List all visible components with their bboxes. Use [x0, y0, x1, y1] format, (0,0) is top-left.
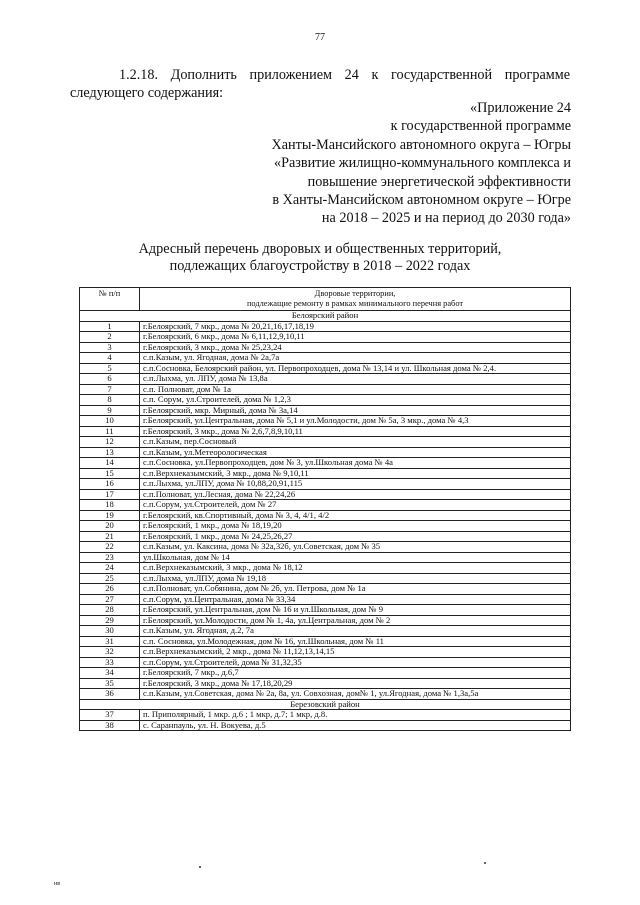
table-row [80, 542, 571, 553]
row-number: 30 [80, 626, 140, 637]
table-row [80, 479, 571, 490]
row-address: с.п.Сорум, ул.Центральная, дома № 33,34 [140, 594, 571, 605]
table-row [80, 584, 571, 595]
row-address: с.п.Сосновка, ул.Первопроходцев, дом № 3, ул.Школьная дома № 4а [140, 458, 571, 469]
row-address: с.п.Казым, ул.Советская, дома № 2а, 8а, ул. Совхозная, дом№ 1, ул.Ягодная, дома № 1,3а,5а [140, 689, 571, 700]
row-address: с.п.Верхнеказымский, 3 мкр., дома № 9,10,11 [140, 468, 571, 479]
page-number: 77 [315, 32, 325, 43]
appendix-line: «Приложение 24 [470, 100, 571, 116]
header-description-line: подлежащие ремонту в рамках минимального перечня работ [246, 299, 464, 308]
appendix-line: «Развитие жилищно-коммунального комплекса и [273, 155, 571, 172]
row-address: г.Белоярский, ул.Центральная, дома № 5,1 и ул.Молодости, дом № 5а, 3 мкр., дома № 4,3 [140, 416, 571, 427]
row-number: 37 [80, 710, 140, 721]
table-row [80, 489, 571, 500]
row-address: г.Белоярский, 3 мкр., дома № 2,6,7,8,9,10,11 [140, 426, 571, 437]
table-row [80, 563, 571, 574]
row-address: с.п.Полноват, ул.Лесная, дома № 22,24,26 [140, 489, 571, 500]
row-address: с.п.Казым, ул. Каксина, дома № 32а,32б, ул.Советская, дом № 35 [140, 542, 571, 553]
table-row [80, 647, 571, 658]
table-row [80, 689, 571, 700]
row-number: 9 [80, 405, 140, 416]
row-number: 6 [80, 374, 140, 385]
table-row [80, 668, 571, 679]
address-table [79, 287, 571, 731]
table-row [80, 374, 571, 385]
table-row [80, 636, 571, 647]
row-number: 35 [80, 678, 140, 689]
table-row [80, 384, 571, 395]
row-number: 33 [80, 657, 140, 668]
row-address: г.Белоярский, кв.Спортивный, дома № 3, 4, 4/1, 4/2 [140, 510, 571, 521]
row-number: 34 [80, 668, 140, 679]
table-row [80, 447, 571, 458]
row-number: 32 [80, 647, 140, 658]
row-address: с.п.Казым, пер.Сосновый [140, 437, 571, 448]
table-row [80, 521, 571, 532]
table-row [80, 594, 571, 605]
row-number: 20 [80, 521, 140, 532]
header-number: № п/п [80, 288, 140, 311]
row-address: г.Белоярский, мкр. Мирный, дома № 3а,14 [140, 405, 571, 416]
row-number: 23 [80, 552, 140, 563]
table-row [80, 321, 571, 332]
heading-line: Адресный перечень дворовых и общественных территорий, [138, 241, 502, 257]
table-row [80, 500, 571, 511]
header-description-line: Дворовые территории, [314, 289, 396, 298]
row-number: 7 [80, 384, 140, 395]
table-row [80, 531, 571, 542]
district-row [80, 699, 571, 710]
table-row [80, 605, 571, 616]
table-body [80, 311, 571, 731]
table-row [80, 626, 571, 637]
table-row [80, 363, 571, 374]
row-number: 22 [80, 542, 140, 553]
row-address: с.п.Казым, ул.Метеорологическая [140, 447, 571, 458]
appendix-line: на 2018 – 2025 и на период до 2030 года» [321, 210, 571, 227]
appendix-line: Ханты-Мансийского автономного округа – Югры [271, 136, 571, 153]
row-address: п. Приполярный, 1 мкр. д.6 ; 1 мкр, д.7; 1 мкр, д.8. [140, 710, 571, 721]
district-row [80, 311, 571, 322]
row-address: с.п.Сорум, ул.Строителей, дома № 31,32,35 [140, 657, 571, 668]
row-address: с.п.Лыхма, ул.ЛПУ, дома № 10,88,20,91,115 [140, 479, 571, 490]
scan-speck [199, 866, 201, 868]
table-row [80, 342, 571, 353]
row-number: 17 [80, 489, 140, 500]
table-row [80, 458, 571, 469]
district-name: Белоярский район [80, 311, 571, 322]
row-address: с.п.Сорум, ул.Строителей, дом № 27 [140, 500, 571, 511]
row-address: г.Белоярский, ул.Молодости, дом № 1, 4а, ул.Центральная, дом № 2 [140, 615, 571, 626]
row-address: г.Белоярский, 6 мкр., дома № 6,11,12,9,10,11 [140, 332, 571, 343]
table-row [80, 426, 571, 437]
row-address: с.п. Сосновка, ул.Молодежная, дом № 16, ул.Школьная, дом № 11 [140, 636, 571, 647]
row-address: с.п.Верхнеказымский, 3 мкр., дома № 18,12 [140, 563, 571, 574]
row-number: 19 [80, 510, 140, 521]
row-address: г.Белоярский, 3 мкр., дома № 25,23,24 [140, 342, 571, 353]
scan-speck [484, 862, 486, 864]
footer-mark: нв [54, 881, 61, 887]
table-row [80, 552, 571, 563]
row-number: 10 [80, 416, 140, 427]
row-number: 16 [80, 479, 140, 490]
table-row [80, 405, 571, 416]
row-address: г.Белоярский, ул.Центральная, дом № 16 и ул.Школьная, дом № 9 [140, 605, 571, 616]
appendix-line: в Ханты-Мансийском автономном округе – Югре [272, 192, 571, 209]
table-row [80, 573, 571, 584]
row-number: 8 [80, 395, 140, 406]
row-address: с. Саранпауль, ул. Н. Вокуева, д.5 [140, 720, 571, 731]
row-address: г.Белоярский, 7 мкр., дома № 20,21,16,17,18,19 [140, 321, 571, 332]
row-number: 26 [80, 584, 140, 595]
table-row [80, 510, 571, 521]
row-address: с.п.Казым, ул. Ягодная, д.2, 7а [140, 626, 571, 637]
row-number: 11 [80, 426, 140, 437]
row-number: 13 [80, 447, 140, 458]
row-number: 14 [80, 458, 140, 469]
table-row [80, 720, 571, 731]
row-number: 25 [80, 573, 140, 584]
row-number: 38 [80, 720, 140, 731]
row-address: с.п.Верхнеказымский, 2 мкр., дома № 11,12,13,14,15 [140, 647, 571, 658]
row-number: 18 [80, 500, 140, 511]
row-address: г.Белоярский, 7 мкр., д.6,7 [140, 668, 571, 679]
row-address: с.п.Сосновка, Белоярский район, ул. Первопроходцев, дома № 13,14 и ул. Школьная дома № 2,4. [140, 363, 571, 374]
row-number: 5 [80, 363, 140, 374]
appendix-line: повышение энергетической эффективности [307, 173, 571, 190]
row-number: 31 [80, 636, 140, 647]
row-number: 28 [80, 605, 140, 616]
table-row [80, 332, 571, 343]
table-header-row [80, 288, 571, 311]
row-number: 12 [80, 437, 140, 448]
row-number: 1 [80, 321, 140, 332]
row-number: 3 [80, 342, 140, 353]
document-heading [70, 241, 570, 275]
row-address: г.Белоярский, 3 мкр., дома № 17,18,20,29 [140, 678, 571, 689]
row-address: с.п.Казым, ул. Ягодная, дома № 2а,7а [140, 353, 571, 364]
row-address: с.п.Полноват, ул.Собянина, дом № 2б, ул. Петрова, дом № 1а [140, 584, 571, 595]
row-address: с.п. Полноват, дом № 1а [140, 384, 571, 395]
row-address: с.п.Лыхма, ул.ЛПУ, дома № 19,18 [140, 573, 571, 584]
row-address: г.Белоярский, 1 мкр., дома № 18,19,20 [140, 521, 571, 532]
header-description [140, 288, 571, 311]
row-address: г.Белоярский, 1 мкр., дома № 24,25,26,27 [140, 531, 571, 542]
table-row [80, 678, 571, 689]
row-number: 2 [80, 332, 140, 343]
row-number: 15 [80, 468, 140, 479]
district-name: Березовский район [80, 699, 571, 710]
heading-line: подлежащих благоустройству в 2018 – 2022 годах [169, 258, 471, 274]
row-number: 4 [80, 353, 140, 364]
table-row [80, 657, 571, 668]
table-row [80, 615, 571, 626]
row-number: 27 [80, 594, 140, 605]
row-address: ул.Школьная, дом № 14 [140, 552, 571, 563]
intro-paragraph: 1.2.18. Дополнить приложением 24 к государственной программе следующего содержания: [70, 67, 570, 101]
row-address: с.п.Лыхма, ул. ЛПУ, дома № 13,8а [140, 374, 571, 385]
appendix-reference [231, 99, 571, 228]
appendix-line: к государственной программе [390, 118, 571, 135]
table-row [80, 437, 571, 448]
row-number: 36 [80, 689, 140, 700]
row-number: 21 [80, 531, 140, 542]
row-number: 24 [80, 563, 140, 574]
table-row [80, 395, 571, 406]
row-address: с.п. Сорум, ул.Строителей, дома № 1,2,3 [140, 395, 571, 406]
table-row [80, 416, 571, 427]
table-row [80, 710, 571, 721]
row-number: 29 [80, 615, 140, 626]
table-row [80, 468, 571, 479]
table-row [80, 353, 571, 364]
